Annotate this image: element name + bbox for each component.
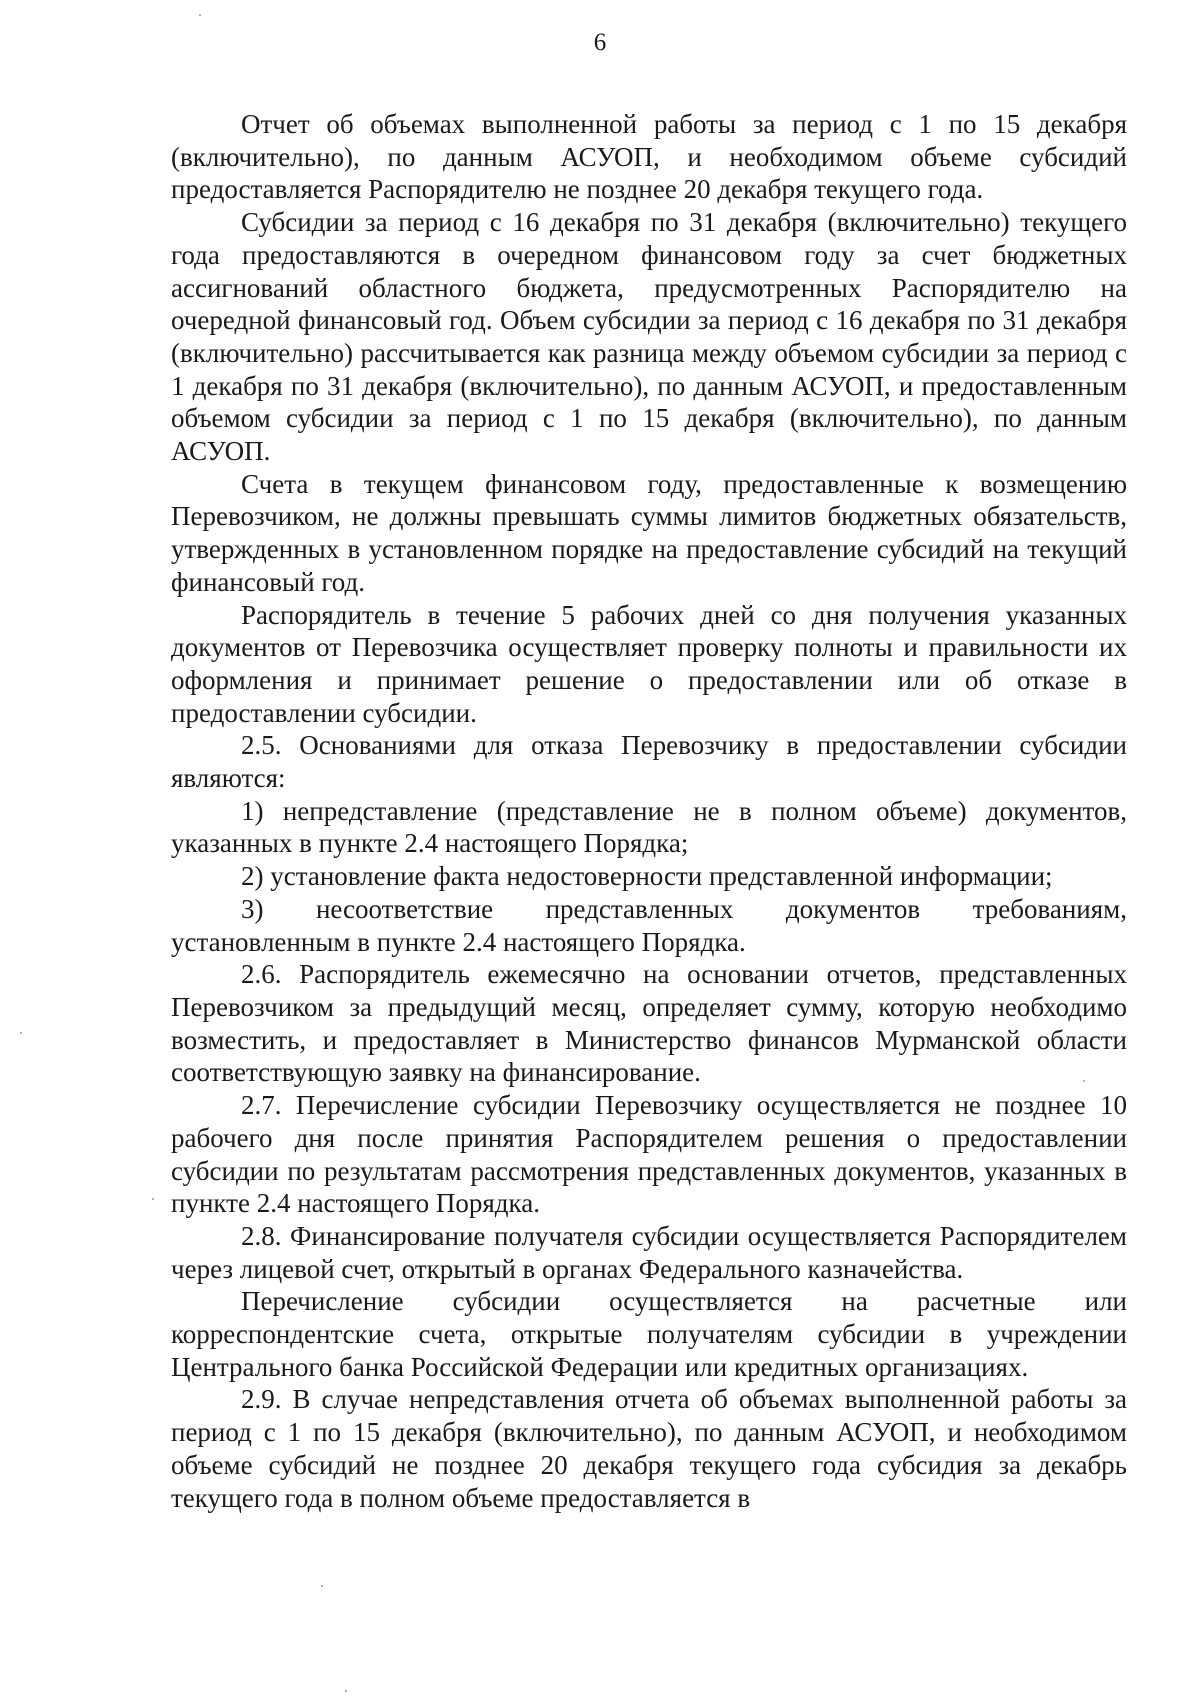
paragraph-refusal-item-1: 1) непредставление (представление не в полном объеме) документов, указанных в пункте 2.4 настоящего Порядка; xyxy=(171,795,1127,859)
paragraph-transfer-accounts: Перечисление субсидии осуществляется на расчетные или корреспондентские счета, открытые получателям субсидии в учреждении Центрального банка Российской Федерации или кредитных организациях. xyxy=(171,1286,1127,1382)
paragraph-refusal-item-2: 2) установление факта недостоверности представленной информации; xyxy=(241,861,1053,892)
document-body xyxy=(171,108,1127,1514)
scan-speck xyxy=(152,1198,154,1200)
paragraph-refusal-item-3: 3) несоответствие представленных документов требованиям, установленным в пункте 2.4 настоящего Порядка. xyxy=(171,893,1127,957)
scan-speck xyxy=(20,1032,22,1034)
paragraph-subsidy-next-year: Субсидии за период с 16 декабря по 31 декабря (включительно) текущего года предоставляются в очередном финансовом году за счет бюджетных ассигнований областного бюджета, предусмотренных Распорядителю на очередной финансовый год. Объем субсидии за период с 16 декабря по 31 декабря (включительно) рассчитывается как разница между объемом субсидии за период с 1 декабря по 31 декабря (включительно), по данным АСУОП, и предоставленным объемом субсидии за период с 1 по 15 декабря (включительно), по данным АСУОП. xyxy=(171,207,1127,467)
paragraph-invoice-limits: Счета в текущем финансовом году, предоставленные к возмещению Перевозчиком, не должны превышать суммы лимитов бюджетных обязательств, утвержденных в установленном порядке на предоставление субсидий на текущий финансовый год. xyxy=(171,468,1127,597)
paragraph-2-9-no-report: 2.9. В случае непредставления отчета об объемах выполненной работы за период с 1 по 15 декабря (включительно), по данным АСУОП, и необходимом объеме субсидий не позднее 20 декабря текущего года субсидия за декабрь текущего года в полном объеме предоставляется в xyxy=(171,1384,1127,1513)
scan-speck xyxy=(345,1690,347,1692)
page-number: 6 xyxy=(593,29,607,56)
scan-speck xyxy=(199,14,201,16)
paragraph-review-decision: Распорядитель в течение 5 рабочих дней со дня получения указанных документов от Перевозчика осуществляет проверку полноты и правильности их оформления и принимает решение о предоставлении или об отказе в предоставлении субсидии. xyxy=(171,599,1127,728)
paragraph-2-8-financing: 2.8. Финансирование получателя субсидии осуществляется Распорядителем через лицевой счет, открытый в органах Федерального казначейства. xyxy=(171,1220,1127,1284)
paragraph-2-5-refusal-grounds: 2.5. Основаниями для отказа Перевозчику в предоставлении субсидии являются: xyxy=(171,730,1127,794)
scan-speck xyxy=(321,1585,323,1587)
paragraph-report-deadline: Отчет об объемах выполненной работы за период с 1 по 15 декабря (включительно), по данным АСУОП, и необходимом объеме субсидий предоставляется Распорядителю не позднее 20 декабря текущего года. xyxy=(171,109,1127,205)
paragraph-2-6-monthly-request: 2.6. Распорядитель ежемесячно на основании отчетов, представленных Перевозчиком за предыдущий месяц, определяет сумму, которую необходимо возместить, и предоставляет в Министерство финансов Мурманской области соответствующую заявку на финансирование. xyxy=(171,959,1127,1088)
paragraph-2-7-transfer-deadline: 2.7. Перечисление субсидии Перевозчику осуществляется не позднее 10 рабочего дня после принятия Распорядителем решения о предоставлении субсидии по результатам рассмотрения представленных документов, указанных в пункте 2.4 настоящего Порядка. xyxy=(171,1090,1127,1219)
scan-speck xyxy=(1083,1080,1085,1082)
